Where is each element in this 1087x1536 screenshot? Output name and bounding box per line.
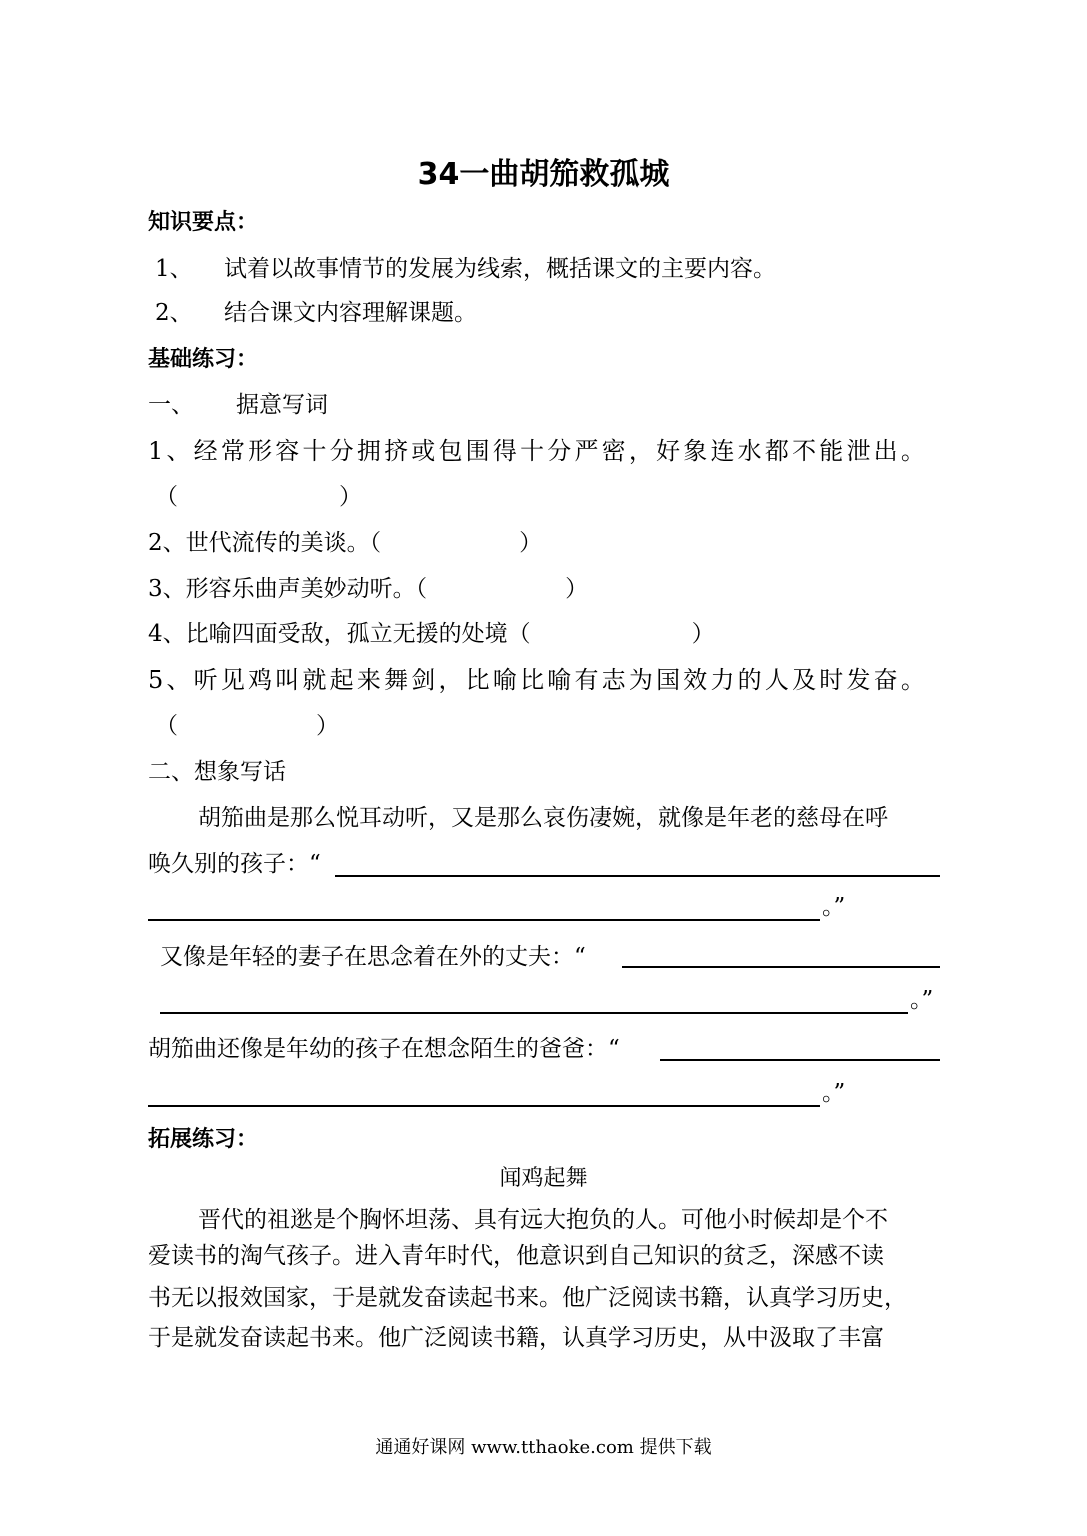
question-1: 1、经常形容十分拥挤或包围得十分严密，好象连水都不能泄出。: [148, 437, 929, 465]
story-line-1: 晋代的祖逖是个胸怀坦荡、具有远大抱负的人。可他小时候却是个不: [198, 1207, 888, 1233]
answer-line-3a: [660, 1059, 940, 1061]
knowledge-heading: 知识要点：: [148, 210, 259, 235]
question-3: 3、形容乐曲声美妙动听。（ ）: [148, 576, 589, 602]
section1-num: 一、: [148, 392, 194, 418]
question-4: 4、比喻四面受敌，孤立无援的处境（ ）: [148, 621, 715, 647]
imagine-prompt-3: 胡笳曲还像是年幼的孩子在想念陌生的爸爸：“: [148, 1036, 620, 1062]
question-2: 2、世代流传的美谈。（ ）: [148, 530, 543, 556]
story-line-3: 书无以报效国家，于是就发奋读起书来。他广泛阅读书籍，认真学习历史，: [148, 1285, 907, 1311]
section2-heading: 二、想象写话: [148, 759, 286, 785]
story-line-2: 爱读书的淘气孩子。进入青年时代，他意识到自己知识的贫乏，深感不读: [148, 1243, 884, 1269]
question-5: 5、听见鸡叫就起来舞剑，比喻比喻有志为国效力的人及时发奋。: [148, 666, 929, 694]
question-5-blank: （ ）: [155, 713, 339, 739]
extend-heading: 拓展练习：: [148, 1127, 259, 1152]
page-footer: 通通好课网 www.tthaoke.com 提供下载: [375, 1437, 712, 1458]
imagine-prompt-1: 唤久别的孩子：“: [148, 851, 321, 877]
page-title: 34一曲胡笳救孤城: [417, 157, 670, 192]
imagine-paragraph-line-1: 胡笳曲是那么悦耳动听，又是那么哀伤凄婉，就像是年老的慈母在呼: [198, 805, 888, 831]
question-1-blank: （ ）: [155, 484, 362, 510]
knowledge-item-1-text: 试着以故事情节的发展为线索，概括课文的主要内容。: [224, 256, 776, 282]
imagine-prompt-2: 又像是年轻的妻子在思念着在外的丈夫：“: [160, 944, 586, 970]
story-line-4: 于是就发奋读起书来。他广泛阅读书籍，认真学习历史，从中汲取了丰富: [148, 1325, 884, 1351]
basic-heading: 基础练习：: [148, 347, 259, 372]
section1-label: 据意写词: [236, 392, 328, 418]
answer-line-1a: [335, 875, 940, 877]
knowledge-item-2-num: 2、: [155, 300, 193, 326]
answer-line-1b: [148, 919, 820, 921]
answer-line-2a: [622, 966, 940, 968]
answer-end-1: 。”: [822, 894, 846, 920]
knowledge-item-1-num: 1、: [155, 256, 193, 282]
answer-end-2: 。”: [910, 987, 934, 1013]
answer-end-3: 。”: [822, 1080, 846, 1106]
knowledge-item-2-text: 结合课文内容理解课题。: [224, 300, 477, 326]
story-title: 闻鸡起舞: [499, 1166, 588, 1191]
answer-line-3b: [148, 1105, 820, 1107]
answer-line-2b: [160, 1012, 908, 1014]
